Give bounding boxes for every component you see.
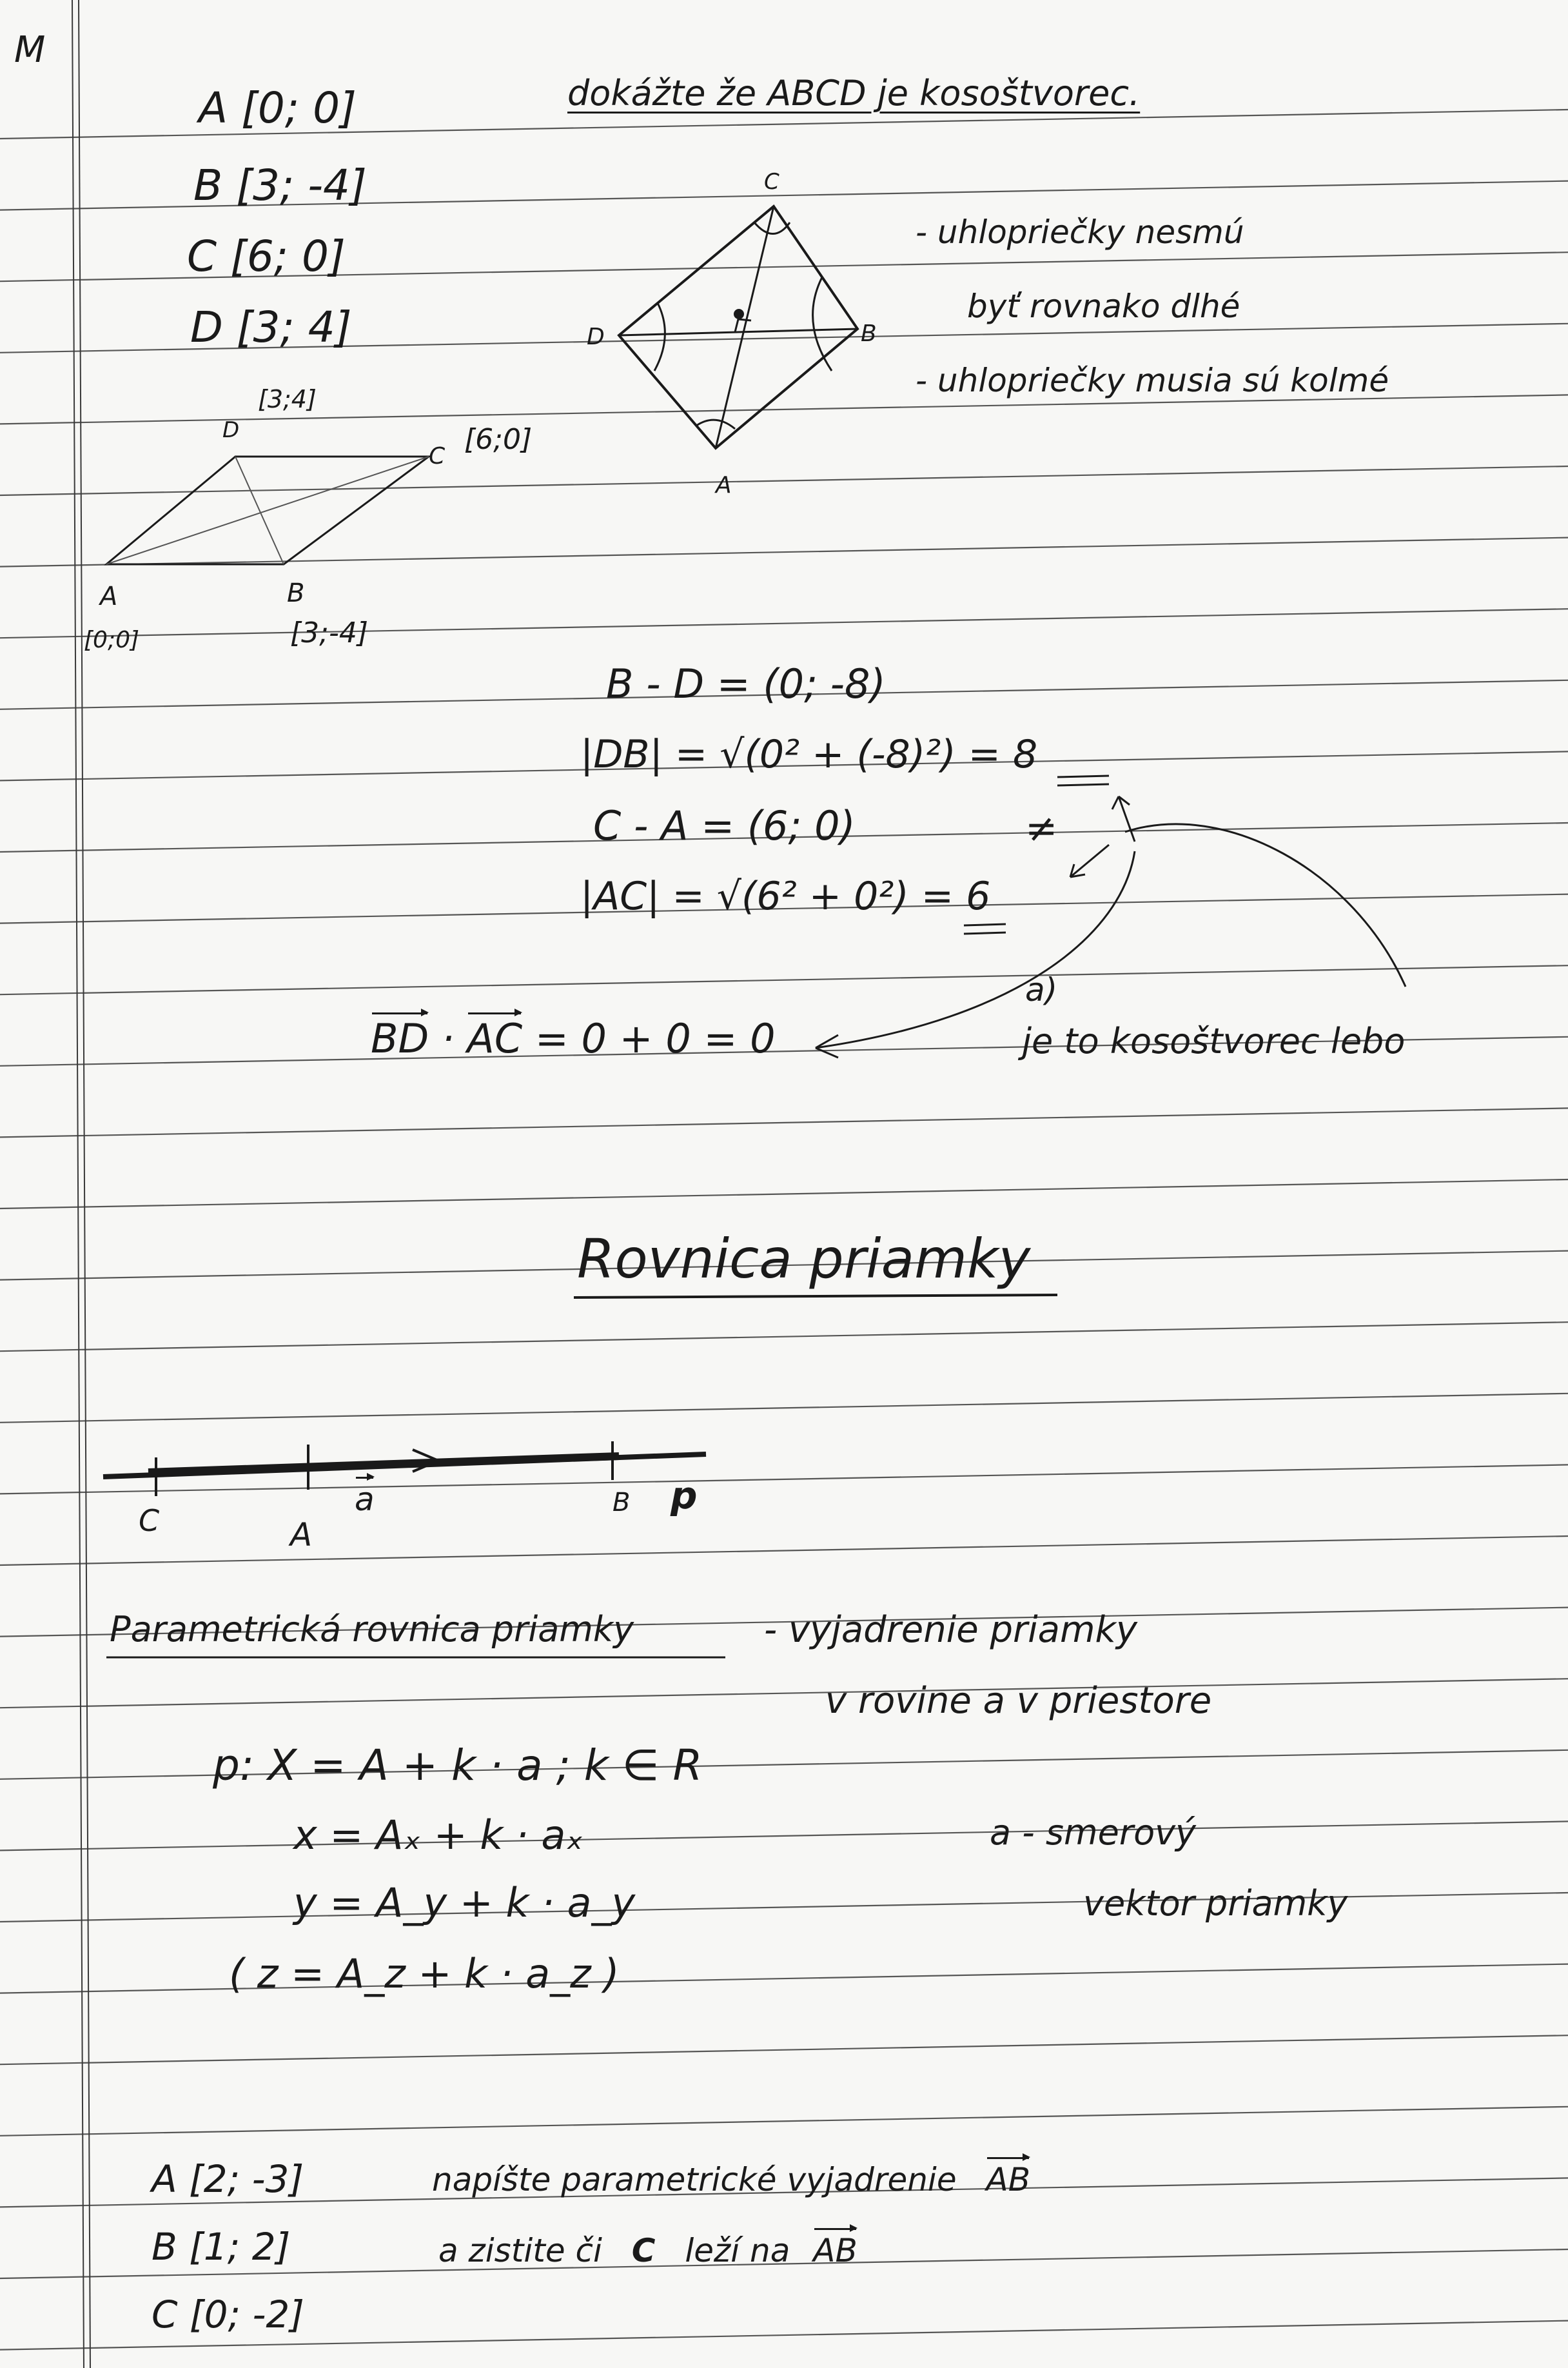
parallelogram-sketch <box>106 457 429 564</box>
vector-a: a <box>355 1481 375 1518</box>
nl-label-b: B <box>612 1488 631 1517</box>
vector-bd: BD <box>371 1015 429 1062</box>
angle-dot <box>735 310 743 318</box>
not-equal-mark: ≠ <box>1025 806 1058 851</box>
task2-instruction-1 <box>432 2161 1030 2198</box>
note-line-2: byť rovnako dlhé <box>967 288 1240 325</box>
parallelogram-diagonal-bd <box>235 457 284 564</box>
param-desc-1: - vyjadrenie priamky <box>764 1609 1138 1651</box>
parallelogram-diagonal-ac <box>106 457 429 564</box>
rhombus-label-b: B <box>861 321 877 347</box>
task2-instruction-2 <box>438 2232 858 2269</box>
a-mark: a) <box>1025 971 1058 1009</box>
small-arrow-up <box>1112 796 1135 842</box>
sketch-label-b: B <box>287 578 305 608</box>
dot-product-line <box>371 1015 776 1062</box>
dot-product-result: = 0 + 0 = 0 <box>534 1015 776 1062</box>
task1-instruction: dokážte že ABCD je kosoštvorec. <box>567 73 1141 113</box>
calc-line-4: |AC| = √(6² + 0²) = 6 <box>580 874 991 919</box>
calc-line-1: B - D = (0; -8) <box>606 660 886 707</box>
sketch-coord-d: [3;4] <box>258 385 317 413</box>
note-line-1: - uhlopriečky nesmú <box>916 213 1244 251</box>
angle-arc-d <box>654 303 665 371</box>
rhombus-diagonal-db <box>619 329 858 335</box>
double-underline-6-a <box>964 924 1006 925</box>
task2-point-c-ref: C <box>631 2232 656 2269</box>
point-c: C [6; 0] <box>187 232 346 281</box>
calc-line-3: C - A = (6; 0) <box>593 802 856 849</box>
nl-label-p: p <box>671 1474 698 1517</box>
nl-label-a: A <box>290 1516 313 1554</box>
double-underline-8-a <box>1057 776 1109 777</box>
curve-arrow-upper <box>1125 824 1406 987</box>
task2-instruction-2-tail: leží na <box>685 2232 790 2269</box>
task2-point-a: A [2; -3] <box>152 2157 304 2201</box>
angle-arc-b <box>813 277 832 371</box>
conclusion-text: je to kosoštvorec lebo <box>1022 1021 1406 1061</box>
rhombus-label-d: D <box>587 324 605 350</box>
sketch-label-d: D <box>222 417 240 443</box>
small-arrow-down <box>1070 845 1109 877</box>
equation-y: y = A_y + k · a_y <box>293 1879 636 1926</box>
param-heading: Parametrická rovnica priamky <box>110 1609 634 1650</box>
point-d: D [3; 4] <box>190 302 352 352</box>
rhombus-sketch <box>619 206 858 448</box>
sketch-label-a: A <box>100 582 118 611</box>
equation-x: x = Aₓ + k · aₓ <box>293 1811 583 1859</box>
rhombus-diagonal-ca <box>716 206 774 448</box>
double-underline-8-b <box>1057 784 1109 785</box>
note-line-3: - uhlopriečky musia sú kolmé <box>916 362 1389 399</box>
dot-operator: · <box>442 1015 467 1062</box>
number-line-thick <box>148 1456 619 1472</box>
title-underline <box>574 1295 1057 1297</box>
vector-ac: AC <box>467 1015 523 1062</box>
task2-point-b: B [1; 2] <box>152 2225 291 2269</box>
sketch-coord-a: [0;0] <box>84 627 140 653</box>
nl-label-c: C <box>139 1503 160 1538</box>
vec-label-2: vektor priamky <box>1083 1883 1348 1924</box>
section-title: Rovnica priamky <box>577 1227 1031 1290</box>
param-desc-2: v rovine a v priestore <box>825 1680 1212 1722</box>
task2-instruction-1-text: napíšte parametrické vyjadrenie <box>432 2161 957 2198</box>
point-a: A [0; 0] <box>199 83 357 133</box>
calc-line-2: |DB| = √(0² + (-8)²) = 8 <box>580 732 1038 777</box>
angle-arc-a <box>696 420 735 429</box>
equation-p: p: X = A + k · a ; k ∈ R <box>213 1741 703 1790</box>
sketch-label-c: C <box>429 443 446 469</box>
double-underline-6-b <box>964 932 1006 934</box>
vector-ab-2: AB <box>813 2232 858 2269</box>
rhombus-label-a: A <box>716 472 732 498</box>
rhombus-outline <box>619 206 858 448</box>
rhombus-label-c: C <box>764 169 779 195</box>
task2-point-c: C [0; -2] <box>152 2293 304 2336</box>
vec-label-1: a - smerový <box>990 1812 1197 1853</box>
task2-instruction-2-text: a zistite či <box>438 2232 602 2269</box>
point-b: B [3; -4] <box>193 161 367 210</box>
page-mark: M <box>14 29 46 71</box>
sketch-coord-b: [3;-4] <box>290 617 369 649</box>
equation-z: ( z = A_z + k · a_z ) <box>229 1950 620 1997</box>
nl-label-vec-a <box>355 1481 375 1518</box>
sketch-coord-c: [6;0] <box>464 423 533 456</box>
vector-ab-1: AB <box>986 2161 1030 2198</box>
